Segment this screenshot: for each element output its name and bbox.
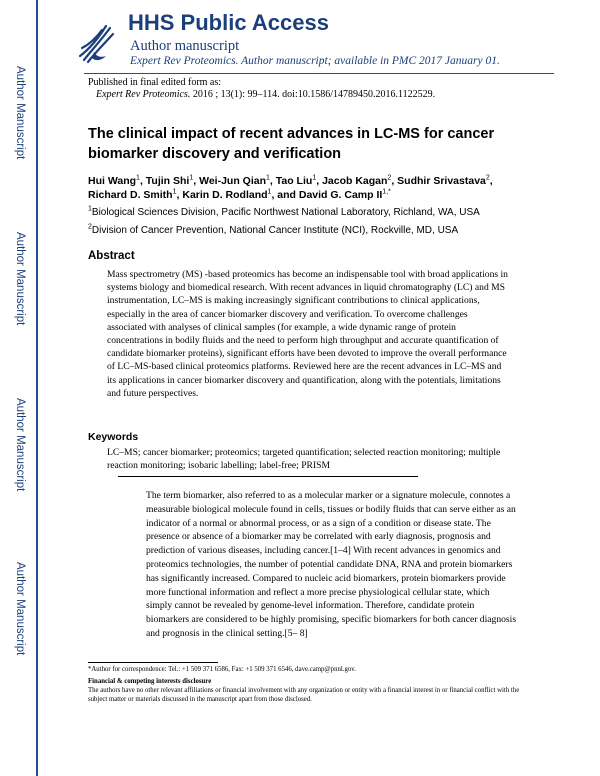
affiliation-1 [88,207,548,218]
author-name: Tao Liu [275,175,313,187]
author-separator: , and [271,189,299,201]
affiliation-2 [88,225,548,236]
author-separator: , [176,189,183,201]
author-name: David G. Camp II [298,189,383,201]
author-separator: , [316,175,323,187]
sidebar-author-manuscript-label: Author Manuscript [14,398,26,492]
affiliation-number: 2 [88,223,92,231]
paper-title: The clinical impact of recent advances in LC-MS for cancer biomarker discovery and verification [88,126,495,162]
author-list [88,174,528,202]
author-affiliation-marker: 1 [312,174,317,182]
author-name: Jacob Kagan [322,175,388,187]
affiliation-text: Biological Sciences Division, Pacific Northwest National Laboratory, Richland, WA, USA [91,207,480,218]
author-affiliation-marker: 1,* [382,188,391,196]
section-divider [118,476,418,477]
published-label: Published in final edited form as: [88,77,222,88]
author-name: Karin D. Rodland [182,189,268,201]
hhs-public-access-title: HHS Public Access [128,10,329,35]
footnote-divider [88,662,218,663]
citation-details: 2016 ; 13(1): 99–114. doi:10.1586/14789450.2016.1122529. [190,89,436,100]
author-affiliation-marker: 2 [485,174,490,182]
author-affiliation-marker: 1 [266,174,270,182]
author-manuscript-label: Author manuscript [130,38,240,54]
author-affiliation-marker: 1 [189,174,194,182]
sidebar-author-manuscript-label: Author Manuscript [14,232,26,326]
journal-name: Expert Rev Proteomics. [96,89,191,100]
disclosure-body: The authors have no other relevant affiliations or financial involvement with any organization or entity with a financial interest in or financial conflict with the subject matter or materials discussed in the manuscript apart from those disclosed. [88,687,520,703]
sidebar-author-manuscript-label: Author Manuscript [14,562,26,656]
affiliation-text: Division of Cancer Prevention, National Cancer Institute (NCI), Rockville, MD, USA [91,225,459,236]
abstract-body: Mass spectrometry (MS) -based proteomics has become an indispensable tool with broad applications in systems biology and biomedical research. With recent advances in liquid chromatography (LC) and MS instrumentation, LC–MS is making increasingly significant contributions to clinical applications, especially in the area of cancer biomarker discovery and verification. To overcome challenges associated with analyses of clinical samples (for example, a wide dynamic range of protein concentrations in bodily fluids and the need to perform high throughput and accurate quantification of candidate biomarker proteins), significant efforts have been devoted to improve the overall performance of LC–MS-based clinical proteomics platforms. Reviewed here are the recent advances in LC–MS and its applications in cancer biomarker discovery and quantification, along with the potentials, limitations and future perspectives. [107,269,508,399]
author-name: Richard D. Smith [88,189,173,201]
author-separator: , [193,175,200,187]
author-name: Sudhir Srivastava [397,175,486,187]
author-affiliation-marker: 1 [172,188,177,196]
availability-note: Expert Rev Proteomics. Author manuscript; available in PMC 2017 January 01. [130,55,500,67]
author-affiliation-marker: 2 [387,174,392,182]
author-name: Tujin Shi [145,175,190,187]
hhs-eagle-logo-icon [76,22,116,66]
keywords-body: LC–MS; cancer biomarker; proteomics; targeted quantification; selected reaction monitoring; multiple reaction monitoring; isobaric labelling; label-free; PRISM [107,447,501,471]
introduction-paragraph: The term biomarker, also referred to as a molecular marker or a signature molecule, connotes a measurable biological molecule found in cells, tissues or bodily fluids that can serve either as an indicator of a normal or abnormal process, or as a sign of a condition or disease state. The presence or absence of a biomarker may be correlated with early diagnosis, prognosis and prediction of various diseases, including cancer.[1–4] With recent advances in genomics and proteomics technologies, the number of potential candidate DNA, RNA and protein biomarkers has significantly increased. Compared to nucleic acid biomarkers, protein biomarkers provide more functional information and reflect a more precise physiological cellular state, which simply cannot be revealed by genome-level information. Therefore, candidate protein biomarkers are considered to be highly promising, specific biomarkers for both cancer diagnosis and prognosis in the clinical setting.[5– 8] [146,490,517,639]
author-separator: , [139,175,146,187]
author-affiliation-marker: 1 [267,188,272,196]
author-name: Hui Wang [88,175,137,187]
author-separator: , [391,175,398,187]
affiliation-number: 1 [88,205,92,213]
sidebar-divider [36,0,38,776]
author-affiliation-marker: 1 [136,174,140,182]
abstract-heading: Abstract [88,250,135,262]
author-name: Wei-Jun Qian [199,175,266,187]
header-divider [84,73,554,74]
correspondence-footnote: *Author for correspondence: Tel.: +1 509 371 6586, Fax: +1 509 371 6546, dave.camp@pnnl.gov. [88,666,356,673]
author-separator: , [269,175,276,187]
disclosure-heading: Financial & competing interests disclosure [88,678,212,685]
sidebar-author-manuscript-label: Author Manuscript [14,66,26,160]
keywords-heading: Keywords [88,431,139,443]
author-separator: , [489,175,493,187]
citation [96,89,435,100]
